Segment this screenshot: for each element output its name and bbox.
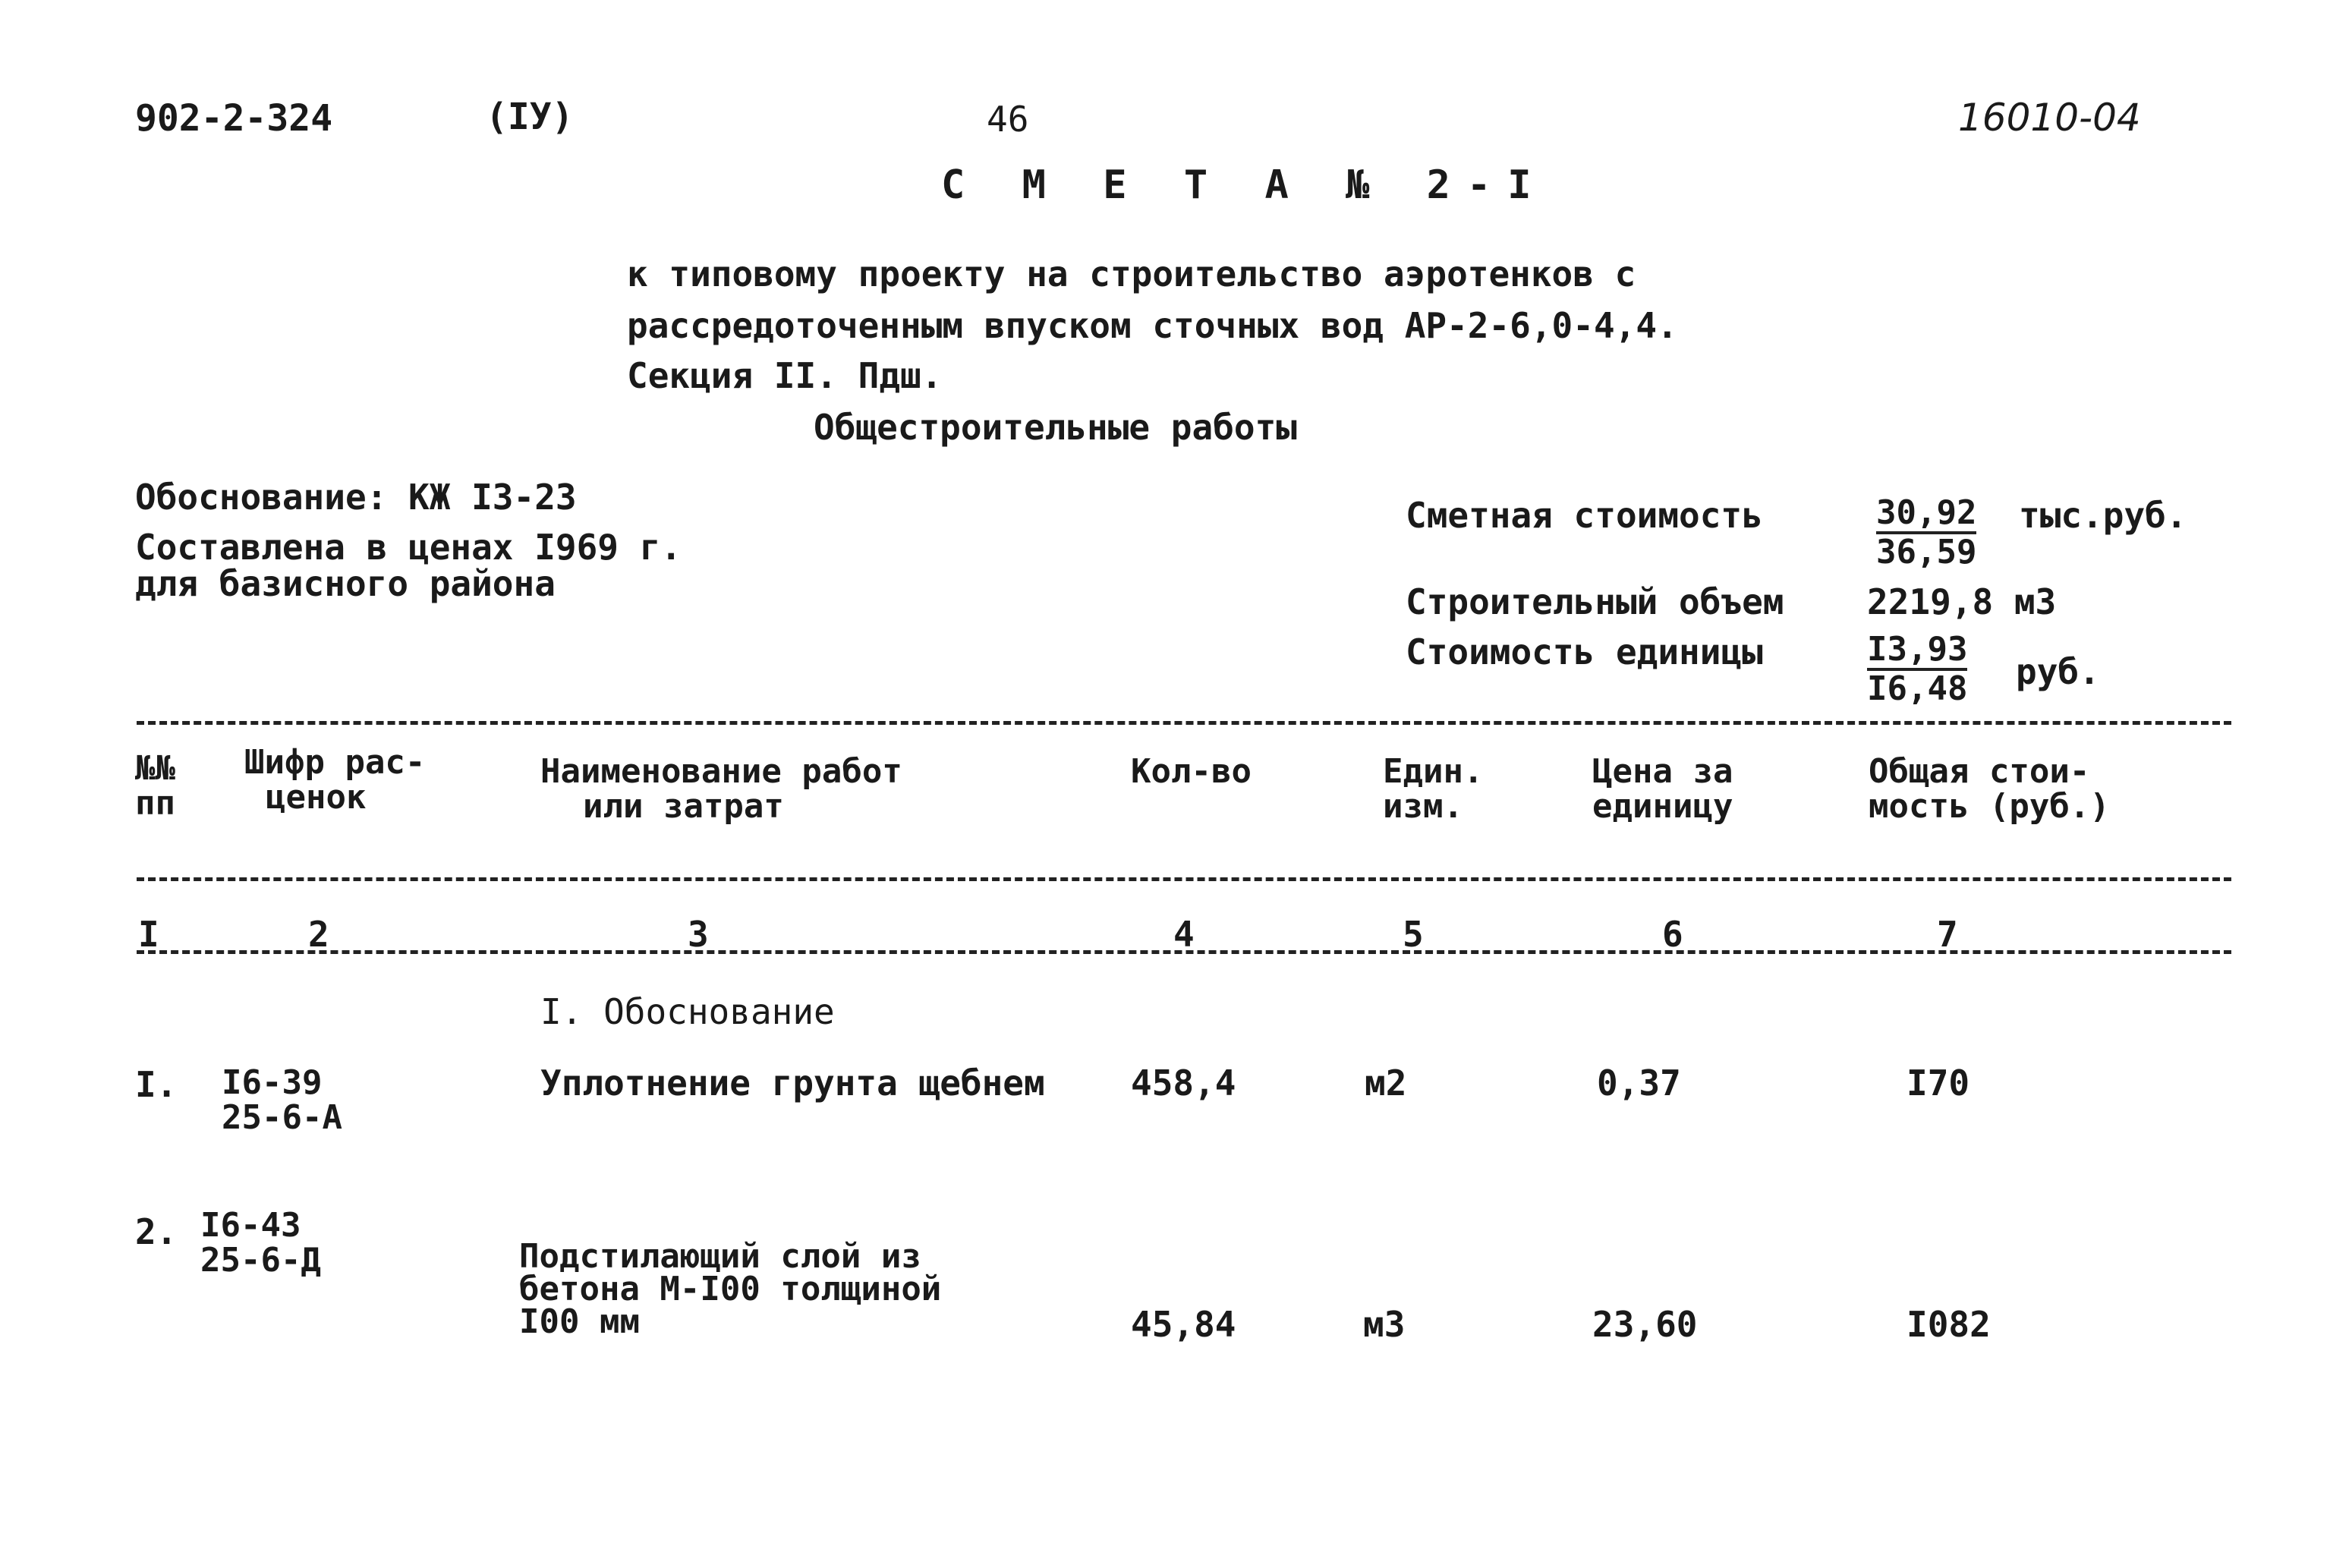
album-number: (IУ) bbox=[486, 96, 574, 138]
estimated-cost-bottom: 36,59 bbox=[1876, 533, 1977, 571]
column-number-3: 3 bbox=[688, 914, 709, 955]
row-2-qty: 45,84 bbox=[1131, 1304, 1236, 1345]
basis-line-1: Обоснование: КЖ I3-23 bbox=[135, 477, 577, 518]
estimated-cost-label: Сметная стоимость bbox=[1406, 495, 1763, 536]
row-2-name: Подстилающий слой из бетона М-I00 толщиной I00 мм bbox=[519, 1237, 942, 1342]
section-heading: I. Обоснование bbox=[540, 991, 835, 1032]
estimated-cost-value bbox=[1876, 493, 1977, 571]
header-col-qty: Кол-во bbox=[1131, 752, 1252, 791]
unit-cost-top: I3,93 bbox=[1867, 633, 1967, 671]
row-1-number: I. bbox=[135, 1064, 178, 1105]
column-number-6: 6 bbox=[1662, 914, 1683, 955]
row-1-qty: 458,4 bbox=[1131, 1063, 1236, 1104]
header-col-code: Шифр рас- ценок bbox=[244, 743, 426, 817]
column-numbers-rule bbox=[137, 950, 2231, 954]
unit-cost-label: Стоимость единицы bbox=[1406, 631, 1763, 672]
building-volume-value: 2219,8 м3 bbox=[1867, 581, 2057, 622]
row-2-number: 2. bbox=[135, 1211, 178, 1252]
estimated-cost-top: 30,92 bbox=[1876, 496, 1976, 534]
archive-number: 16010-04 bbox=[1958, 96, 2141, 140]
column-number-1: I bbox=[138, 914, 159, 955]
estimated-cost-unit: тыс.руб. bbox=[2019, 495, 2187, 536]
unit-cost-unit: руб. bbox=[2016, 651, 2100, 692]
row-2-unit: м3 bbox=[1363, 1304, 1406, 1345]
subtitle-line-3: Секция II. Пдш. bbox=[627, 355, 943, 396]
column-number-4: 4 bbox=[1173, 914, 1195, 955]
unit-cost-value bbox=[1867, 630, 1968, 708]
row-1-code: I6-39 25-6-А bbox=[222, 1063, 342, 1138]
basis-line-3: для базисного района bbox=[135, 563, 556, 604]
row-1-total: I70 bbox=[1907, 1063, 1970, 1104]
document-title: С М Е Т А № 2-I bbox=[941, 162, 1548, 208]
building-volume-label: Строительный объем bbox=[1406, 581, 1784, 622]
unit-cost-bottom: I6,48 bbox=[1867, 669, 1968, 708]
page-number: 46 bbox=[987, 99, 1029, 140]
row-1-name: Уплотнение грунта щебнем bbox=[540, 1063, 1045, 1104]
subtitle-line-2: рассредоточенным впуском сточных вод АР-2-6,0-4,4. bbox=[627, 305, 1678, 346]
header-col-name: Наименование работ или затрат bbox=[540, 752, 902, 827]
header-col-number: №№ пп bbox=[135, 749, 175, 823]
row-2-code: I6-43 25-6-Д bbox=[200, 1206, 321, 1280]
header-bottom-rule bbox=[137, 877, 2231, 881]
column-number-7: 7 bbox=[1937, 914, 1958, 955]
header-col-total: Общая стои- мость (руб.) bbox=[1869, 752, 2110, 827]
row-2-total: I082 bbox=[1907, 1304, 1991, 1345]
header-col-unit: Един. изм. bbox=[1383, 752, 1484, 827]
header-col-price: Цена за единицу bbox=[1592, 752, 1733, 827]
basis-line-2: Составлена в ценах I969 г. bbox=[135, 527, 682, 568]
column-number-5: 5 bbox=[1403, 914, 1424, 955]
row-2-price: 23,60 bbox=[1592, 1304, 1698, 1345]
subtitle-line-1: к типовому проекту на строительство аэротенков с bbox=[627, 253, 1636, 294]
row-1-unit: м2 bbox=[1365, 1063, 1407, 1104]
doc-code: 902-2-324 bbox=[135, 97, 333, 140]
table-top-rule bbox=[137, 721, 2231, 725]
section-title: Общестроительные работы bbox=[814, 407, 1297, 448]
column-number-2: 2 bbox=[308, 914, 329, 955]
row-1-price: 0,37 bbox=[1597, 1063, 1681, 1104]
